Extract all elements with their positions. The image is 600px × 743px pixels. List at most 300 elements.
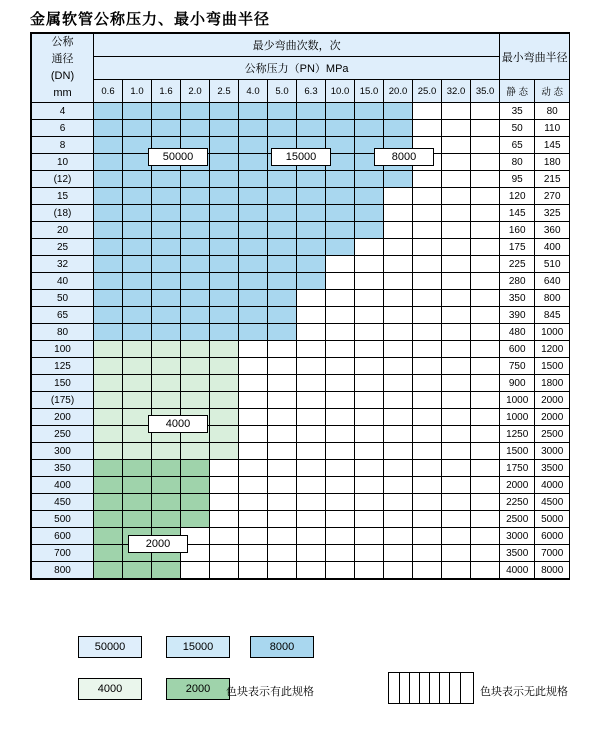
grid-cell [355,511,384,528]
grid-cell [152,103,181,120]
grid-cell [94,290,123,307]
grid-cell [326,341,355,358]
grid-cell [297,511,326,528]
grid-cell [384,358,413,375]
grid-cell [442,137,471,154]
grid-cell [152,171,181,188]
grid-cell [384,222,413,239]
grid-cell [355,494,384,511]
grid-cell [239,103,268,120]
grid-cell [123,205,152,222]
grid-cell [152,239,181,256]
grid-cell [471,426,500,443]
grid-cell [210,443,239,460]
grid-cell [152,324,181,341]
grid-cell [239,341,268,358]
grid-cell [210,154,239,171]
row-static: 225 [500,256,535,273]
grid-cell [297,528,326,545]
grid-cell [326,256,355,273]
grid-cell [210,188,239,205]
row-static: 80 [500,154,535,171]
header-pressure-col-5: 4.0 [239,80,268,103]
grid-cell [123,239,152,256]
grid-cell [355,545,384,562]
grid-cell [442,188,471,205]
header-pressure-col-3: 2.0 [181,80,210,103]
grid-cell [181,341,210,358]
grid-cell [210,120,239,137]
grid-cell [181,256,210,273]
grid-cell [268,358,297,375]
row-dynamic: 4500 [535,494,570,511]
table-row [32,375,570,392]
grid-cell [239,460,268,477]
grid-cell [239,222,268,239]
grid-cell [471,341,500,358]
grid-cell [268,511,297,528]
grid-cell [268,528,297,545]
grid-cell [384,409,413,426]
grid-cell [123,188,152,205]
row-dn: 15 [32,188,94,205]
grid-cell [181,290,210,307]
header-row-2 [32,57,570,80]
grid-cell [239,324,268,341]
grid-cell [297,171,326,188]
grid-cell [181,324,210,341]
grid-cell [413,290,442,307]
row-dn: 10 [32,154,94,171]
header-pressure-col-1: 1.0 [123,80,152,103]
grid-cell [413,562,442,579]
grid-cell [123,103,152,120]
grid-cell [181,273,210,290]
header-static: 静 态 [500,80,535,103]
grid-cell [210,205,239,222]
grid-cell [210,171,239,188]
table-row [32,290,570,307]
grid-cell [297,341,326,358]
grid-cell [210,358,239,375]
row-dynamic: 510 [535,256,570,273]
table-row [32,426,570,443]
grid-cell [442,562,471,579]
grid-cell [181,222,210,239]
header-pressure-col-8: 10.0 [326,80,355,103]
grid-cell [181,562,210,579]
grid-cell [268,477,297,494]
grid-cell [268,341,297,358]
grid-cell [94,375,123,392]
grid-cell [471,239,500,256]
grid-cell [355,171,384,188]
grid-cell [471,460,500,477]
legend-swatch-15000: 15000 [166,636,230,658]
grid-cell [94,443,123,460]
grid-cell [268,409,297,426]
row-dynamic: 3500 [535,460,570,477]
grid-cell [355,256,384,273]
grid-cell [94,528,123,545]
grid-cell [355,307,384,324]
row-dn: (18) [32,205,94,222]
grid-cell [94,307,123,324]
grid-cell [181,103,210,120]
grid-cell [239,120,268,137]
row-dynamic: 180 [535,154,570,171]
grid-cell [326,562,355,579]
grid-cell [210,494,239,511]
grid-cell [210,290,239,307]
grid-cell [384,477,413,494]
grid-cell [181,477,210,494]
table-row [32,460,570,477]
row-static: 1750 [500,460,535,477]
grid-cell [413,188,442,205]
grid-cell [384,256,413,273]
grid-cell [442,205,471,222]
grid-cell [123,562,152,579]
grid-cell [152,392,181,409]
grid-cell [384,392,413,409]
header-pressure-col-0: 0.6 [94,80,123,103]
grid-cell [384,511,413,528]
grid-cell [471,307,500,324]
grid-cell [210,307,239,324]
grid-cell [239,290,268,307]
grid-cell [239,154,268,171]
row-static: 95 [500,171,535,188]
grid-cell [471,171,500,188]
grid-cell [210,528,239,545]
grid-cell [94,341,123,358]
grid-cell [355,375,384,392]
grid-cell [326,511,355,528]
grid-cell [123,341,152,358]
header-pressure-col-10: 20.0 [384,80,413,103]
grid-cell [268,239,297,256]
grid-cell [94,358,123,375]
grid-cell [94,426,123,443]
grid-cell [152,273,181,290]
grid-cell [239,273,268,290]
grid-cell [297,239,326,256]
spec-table-container [30,32,570,580]
grid-cell [442,392,471,409]
grid-cell [268,290,297,307]
row-dn: 150 [32,375,94,392]
grid-cell [94,239,123,256]
table-row [32,171,570,188]
row-dynamic: 640 [535,273,570,290]
grid-cell [384,239,413,256]
grid-cell [326,307,355,324]
grid-cell [355,460,384,477]
grid-cell [123,392,152,409]
grid-cell [326,205,355,222]
grid-cell [442,511,471,528]
grid-cell [326,120,355,137]
grid-cell [123,222,152,239]
row-dynamic: 3000 [535,443,570,460]
grid-cell [210,273,239,290]
grid-cell [442,341,471,358]
row-dn: 100 [32,341,94,358]
grid-cell [268,375,297,392]
grid-cell [413,324,442,341]
grid-cell [268,273,297,290]
table-row [32,222,570,239]
row-dn: 65 [32,307,94,324]
grid-cell [94,324,123,341]
row-dynamic: 845 [535,307,570,324]
grid-cell [94,494,123,511]
legend-swatch-8000: 8000 [250,636,314,658]
grid-cell [268,494,297,511]
grid-cell [94,409,123,426]
grid-cell [413,307,442,324]
grid-cell [442,273,471,290]
row-dynamic: 2000 [535,409,570,426]
grid-cell [123,494,152,511]
row-static: 480 [500,324,535,341]
row-static: 1500 [500,443,535,460]
row-static: 160 [500,222,535,239]
grid-cell [471,290,500,307]
grid-cell [181,188,210,205]
grid-cell [442,443,471,460]
grid-cell [384,494,413,511]
grid-cell [471,528,500,545]
grid-cell [384,443,413,460]
grid-cell [297,392,326,409]
page-title: 金属软管公称压力、最小弯曲半径 [30,10,271,28]
grid-cell [471,256,500,273]
grid-cell [355,103,384,120]
grid-cell [413,443,442,460]
grid-cell [297,290,326,307]
row-static: 2500 [500,511,535,528]
grid-cell [268,307,297,324]
grid-cell [181,171,210,188]
grid-cell [123,511,152,528]
grid-cell [442,120,471,137]
row-dn: 350 [32,460,94,477]
grid-cell [326,528,355,545]
grid-cell [355,392,384,409]
row-dn: 450 [32,494,94,511]
grid-cell [181,239,210,256]
row-dn: 300 [32,443,94,460]
grid-cell [442,256,471,273]
grid-cell [384,120,413,137]
row-dn: 20 [32,222,94,239]
header-pressure-col-7: 6.3 [297,80,326,103]
grid-cell [123,324,152,341]
row-dn: 125 [32,358,94,375]
grid-cell [210,477,239,494]
grid-cell [239,494,268,511]
grid-cell [94,154,123,171]
grid-cell [326,273,355,290]
row-static: 50 [500,120,535,137]
grid-cell [384,562,413,579]
grid-cell [181,120,210,137]
grid-cell [210,341,239,358]
header-pressure-col-11: 25.0 [413,80,442,103]
grid-cell [384,188,413,205]
grid-cell [181,494,210,511]
legend-color-note: 色块表示有此规格 [226,686,314,698]
row-dn: (12) [32,171,94,188]
grid-cell [123,358,152,375]
grid-cell [268,324,297,341]
grid-cell [297,324,326,341]
row-static: 120 [500,188,535,205]
grid-cell [326,222,355,239]
grid-cell [413,273,442,290]
grid-cell [210,409,239,426]
grid-cell [297,273,326,290]
grid-cell [94,545,123,562]
grid-cell [268,443,297,460]
grid-cell [268,545,297,562]
row-dynamic: 8000 [535,562,570,579]
grid-cell [297,375,326,392]
row-dynamic: 80 [535,103,570,120]
grid-cell [152,511,181,528]
grid-cell [355,290,384,307]
grid-cell [152,341,181,358]
row-dynamic: 4000 [535,477,570,494]
grid-cell [123,443,152,460]
grid-cell [442,494,471,511]
table-row [32,324,570,341]
grid-cell [210,239,239,256]
header-dn: 公称 通径 (DN) mm [32,34,94,103]
header-pressure: 公称压力（PN）MPa [94,57,500,80]
grid-cell [413,477,442,494]
header-pressure-col-13: 35.0 [471,80,500,103]
grid-cell [326,358,355,375]
grid-cell [413,460,442,477]
grid-cell [355,273,384,290]
grid-cell [268,426,297,443]
table-row [32,205,570,222]
grid-cell [94,137,123,154]
grid-cell [355,341,384,358]
row-static: 1000 [500,409,535,426]
grid-value-label: 8000 [374,148,434,166]
grid-cell [413,358,442,375]
row-dn: 600 [32,528,94,545]
grid-cell [413,528,442,545]
row-dynamic: 5000 [535,511,570,528]
grid-cell [94,273,123,290]
grid-cell [326,545,355,562]
grid-cell [94,562,123,579]
table-row [32,273,570,290]
grid-cell [297,460,326,477]
grid-cell [268,460,297,477]
row-dynamic: 2000 [535,392,570,409]
row-dn: 500 [32,511,94,528]
grid-cell [442,324,471,341]
table-row [32,392,570,409]
grid-cell [355,188,384,205]
grid-cell [384,205,413,222]
grid-cell [268,392,297,409]
grid-cell [152,494,181,511]
grid-cell [471,188,500,205]
row-dynamic: 6000 [535,528,570,545]
grid-cell [384,307,413,324]
grid-cell [297,307,326,324]
table-row [32,477,570,494]
grid-cell [471,324,500,341]
grid-cell [210,426,239,443]
grid-cell [326,477,355,494]
grid-cell [471,545,500,562]
grid-cell [326,426,355,443]
header-pressure-col-4: 2.5 [210,80,239,103]
grid-cell [442,222,471,239]
grid-cell [442,426,471,443]
row-static: 2250 [500,494,535,511]
grid-cell [413,545,442,562]
grid-cell [94,103,123,120]
row-dn: 50 [32,290,94,307]
table-row [32,307,570,324]
row-dynamic: 215 [535,171,570,188]
grid-cell [210,103,239,120]
grid-cell [413,426,442,443]
grid-cell [326,409,355,426]
grid-cell [384,460,413,477]
row-static: 390 [500,307,535,324]
grid-cell [94,188,123,205]
grid-cell [471,511,500,528]
grid-cell [94,511,123,528]
grid-cell [355,409,384,426]
grid-cell [355,528,384,545]
spec-table [31,33,570,579]
grid-cell [413,171,442,188]
grid-cell [239,307,268,324]
legend-hatch-swatch [388,672,474,704]
grid-cell [268,562,297,579]
grid-cell [471,494,500,511]
grid-cell [94,256,123,273]
grid-cell [94,205,123,222]
header-pressure-col-12: 32.0 [442,80,471,103]
grid-value-label: 2000 [128,535,188,553]
row-dn: 80 [32,324,94,341]
grid-cell [326,239,355,256]
grid-cell [152,188,181,205]
grid-cell [384,426,413,443]
table-row [32,511,570,528]
grid-cell [413,409,442,426]
grid-cell [123,290,152,307]
grid-cell [297,426,326,443]
header-row-3 [32,80,570,103]
legend-swatch-2000: 2000 [166,678,230,700]
grid-cell [355,562,384,579]
grid-cell [471,137,500,154]
row-static: 900 [500,375,535,392]
